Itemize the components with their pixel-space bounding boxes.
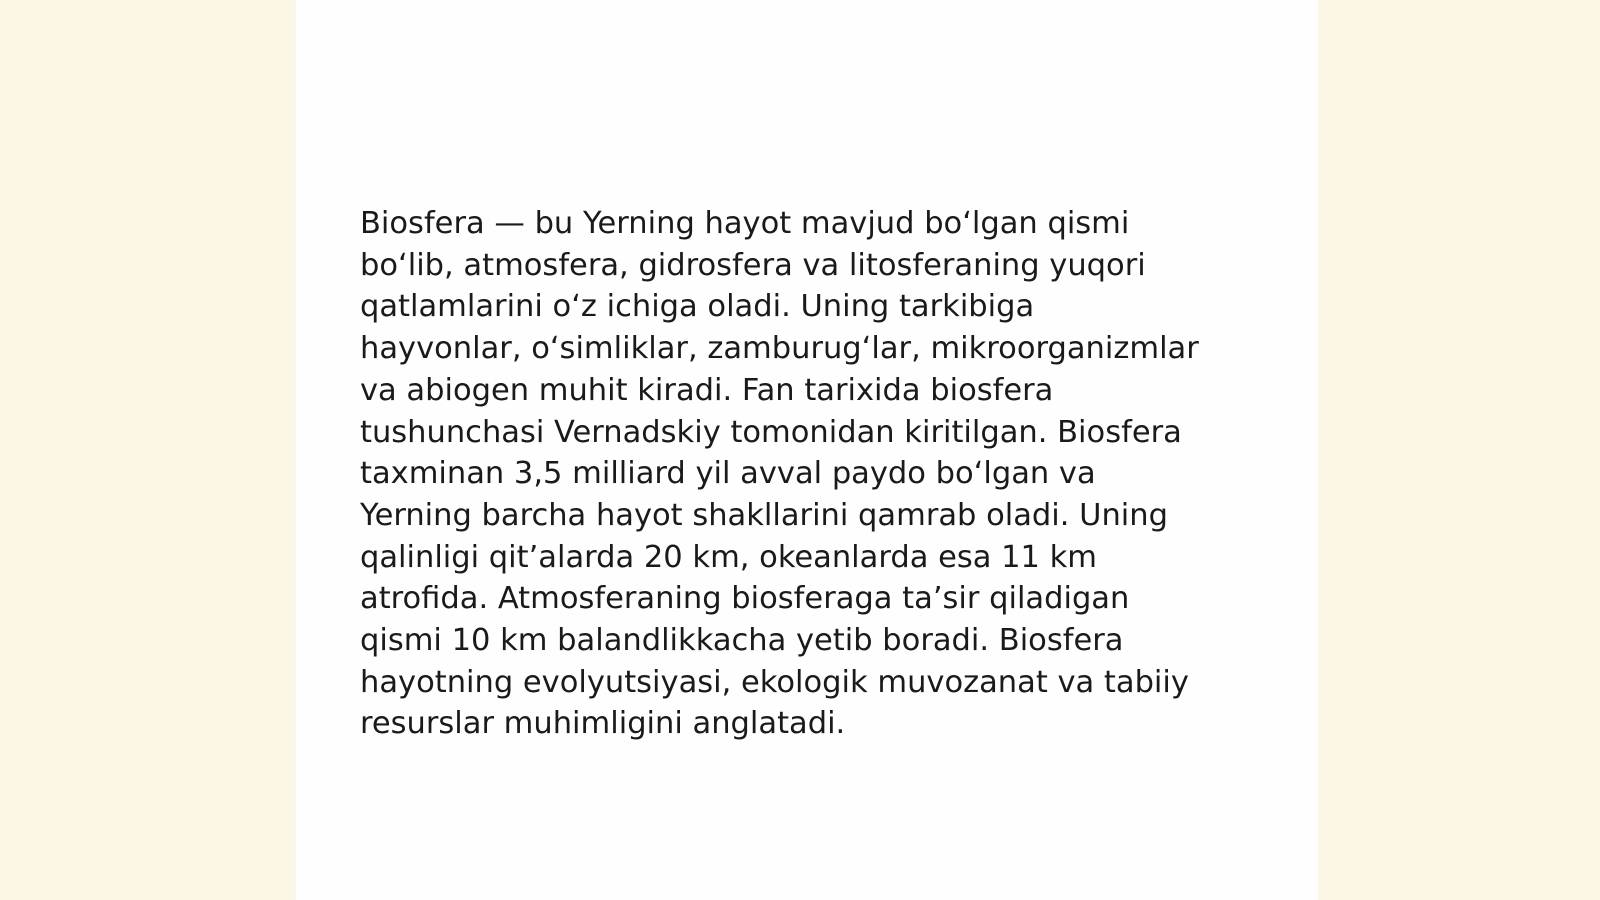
right-margin-panel — [1318, 0, 1600, 900]
paragraph-line-10: atrofida. Atmosferaning biosferaga taʼsir qiladigan — [360, 581, 1130, 617]
paragraph-line-13: resurslar muhimligini anglatadi. — [360, 706, 846, 742]
left-margin-panel — [0, 0, 296, 900]
paragraph-line-3: qatlamlarini oʻz ichiga oladi. Uning tarkibiga — [360, 289, 1035, 325]
paragraph-line-1: Biosfera — bu Yerning hayot mavjud boʻlgan qismi — [360, 206, 1130, 241]
paragraph-line-11: qismi 10 km balandlikkacha yetib boradi. Biosfera — [360, 623, 1124, 659]
paragraph-line-9: qalinligi qitʼalarda 20 km, okeanlarda esa 11 km — [360, 539, 1098, 575]
paragraph-line-5: va abiogen muhit kiradi. Fan tarixida biosfera — [360, 372, 1054, 408]
paragraph-line-12: hayotning evolyutsiyasi, ekologik muvozanat va tabiiy — [360, 664, 1189, 700]
paragraph-line-2: boʻlib, atmosfera, gidrosfera va litosferaning yuqori — [360, 247, 1146, 283]
paragraph-line-7: taxminan 3,5 milliard yil avval paydo boʻlgan va — [360, 456, 1096, 492]
body-paragraph — [360, 203, 1260, 745]
paragraph-line-8: Yerning barcha hayot shakllarini qamrab oladi. Uning — [360, 497, 1168, 533]
paragraph-line-4: hayvonlar, oʻsimliklar, zamburugʻlar, mikroorganizmlar — [360, 331, 1199, 367]
paragraph-line-6: tushunchasi Vernadskiy tomonidan kiritilgan. Biosfera — [360, 414, 1182, 450]
document-page — [296, 0, 1318, 900]
